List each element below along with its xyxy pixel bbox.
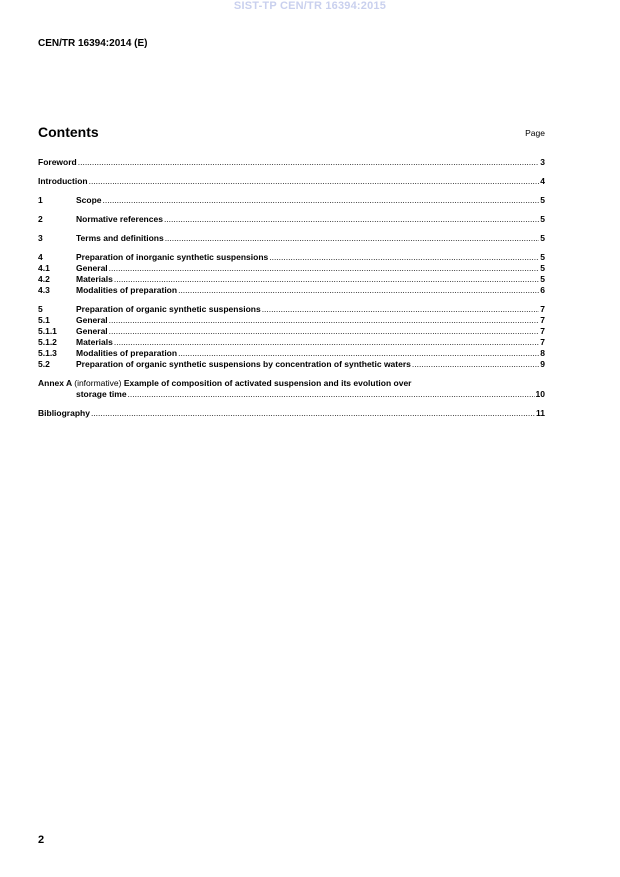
annex-title: Example of composition of activated suspension and its evolution over [123, 378, 412, 388]
toc-title: Bibliography [38, 408, 90, 418]
leader-dots [91, 408, 535, 419]
toc-entry-4-2[interactable] [38, 274, 545, 285]
leader-dots [165, 233, 540, 244]
toc-page: 6 [540, 285, 545, 295]
toc-page: 7 [540, 326, 545, 336]
toc-entry-terms-definitions[interactable] [38, 233, 545, 244]
toc-page: 5 [540, 195, 545, 205]
toc-title: Materials [76, 274, 113, 284]
annex-label: Annex A [38, 378, 72, 388]
annex-informative: (informative) [74, 378, 122, 388]
leader-dots [109, 315, 540, 326]
toc-page: 7 [540, 315, 545, 325]
toc-number: 5.1.2 [38, 337, 57, 347]
toc-number: 4.2 [38, 274, 50, 284]
leader-dots [262, 304, 540, 315]
toc-page: 5 [540, 233, 545, 243]
leader-dots [78, 157, 540, 168]
toc-number: 4 [38, 252, 43, 262]
toc-page: 4 [540, 176, 545, 186]
toc-entry-bibliography[interactable] [38, 408, 545, 419]
toc-page: 5 [540, 274, 545, 284]
toc-entry-normative-references[interactable] [38, 214, 545, 225]
toc-entry-scope[interactable] [38, 195, 545, 206]
toc-entry-5-1[interactable] [38, 315, 545, 326]
leader-dots [178, 285, 539, 296]
annex-title-continuation [38, 389, 545, 400]
toc-page: 10 [535, 389, 545, 399]
watermark: SIST-TP CEN/TR 16394:2015 [233, 0, 387, 12]
toc-title: Preparation of organic synthetic suspensions by concentration of synthetic waters [76, 359, 411, 369]
toc-title: Modalities of preparation [76, 285, 178, 295]
annex-title-line [38, 378, 545, 389]
toc-number: 3 [38, 233, 43, 243]
leader-dots [178, 348, 539, 359]
annex-title-cont: storage time [76, 389, 127, 399]
toc-page: 7 [540, 337, 545, 347]
leader-dots [114, 274, 539, 285]
toc-title: General [76, 315, 108, 325]
toc-number: 5.1 [38, 315, 50, 325]
toc-number: 2 [38, 214, 43, 224]
leader-dots [103, 195, 540, 206]
toc-title: Normative references [76, 214, 163, 224]
toc-page: 9 [540, 359, 545, 369]
leader-dots [269, 252, 539, 263]
toc-page: 3 [540, 157, 545, 167]
toc-entry-introduction[interactable] [38, 176, 545, 187]
toc-number: 1 [38, 195, 43, 205]
leader-dots [109, 263, 540, 274]
toc-title: General [76, 263, 108, 273]
toc-title: Foreword [38, 157, 77, 167]
toc-title: Introduction [38, 176, 88, 186]
document-id: CEN/TR 16394:2014 (E) [38, 38, 148, 49]
contents-heading: Contents [38, 124, 99, 140]
toc-entry-annex-a[interactable] [38, 378, 545, 400]
toc-entry-section-5[interactable] [38, 304, 545, 315]
toc-page: 8 [540, 348, 545, 358]
table-of-contents [38, 157, 545, 419]
toc-page: 5 [540, 214, 545, 224]
leader-dots [164, 214, 539, 225]
toc-page: 7 [540, 304, 545, 314]
toc-number: 5.1.1 [38, 326, 57, 336]
toc-entry-5-2[interactable] [38, 359, 545, 370]
toc-title: Modalities of preparation [76, 348, 178, 358]
toc-entry-5-1-1[interactable] [38, 326, 545, 337]
leader-dots [114, 337, 539, 348]
toc-entry-5-1-2[interactable] [38, 337, 545, 348]
toc-page: 5 [540, 263, 545, 273]
page-column-label: Page [525, 128, 545, 138]
toc-number: 5.1.3 [38, 348, 57, 358]
toc-entry-4-3[interactable] [38, 285, 545, 296]
leader-dots [89, 176, 540, 187]
toc-title: General [76, 326, 108, 336]
toc-title: Preparation of organic synthetic suspensions [76, 304, 261, 314]
toc-number: 5.2 [38, 359, 50, 369]
toc-page: 5 [540, 252, 545, 262]
toc-number: 4.3 [38, 285, 50, 295]
toc-entry-5-1-3[interactable] [38, 348, 545, 359]
toc-number: 5 [38, 304, 43, 314]
toc-number: 4.1 [38, 263, 50, 273]
leader-dots [412, 359, 539, 370]
toc-entry-4-1[interactable] [38, 263, 545, 274]
toc-title: Terms and definitions [76, 233, 164, 243]
toc-entry-foreword[interactable] [38, 157, 545, 168]
leader-dots [128, 389, 535, 400]
toc-title: Scope [76, 195, 102, 205]
toc-title: Preparation of inorganic synthetic suspensions [76, 252, 269, 262]
toc-title: Materials [76, 337, 113, 347]
toc-page: 11 [536, 408, 545, 418]
page-number: 2 [38, 834, 45, 846]
toc-entry-section-4[interactable] [38, 252, 545, 263]
leader-dots [109, 326, 540, 337]
